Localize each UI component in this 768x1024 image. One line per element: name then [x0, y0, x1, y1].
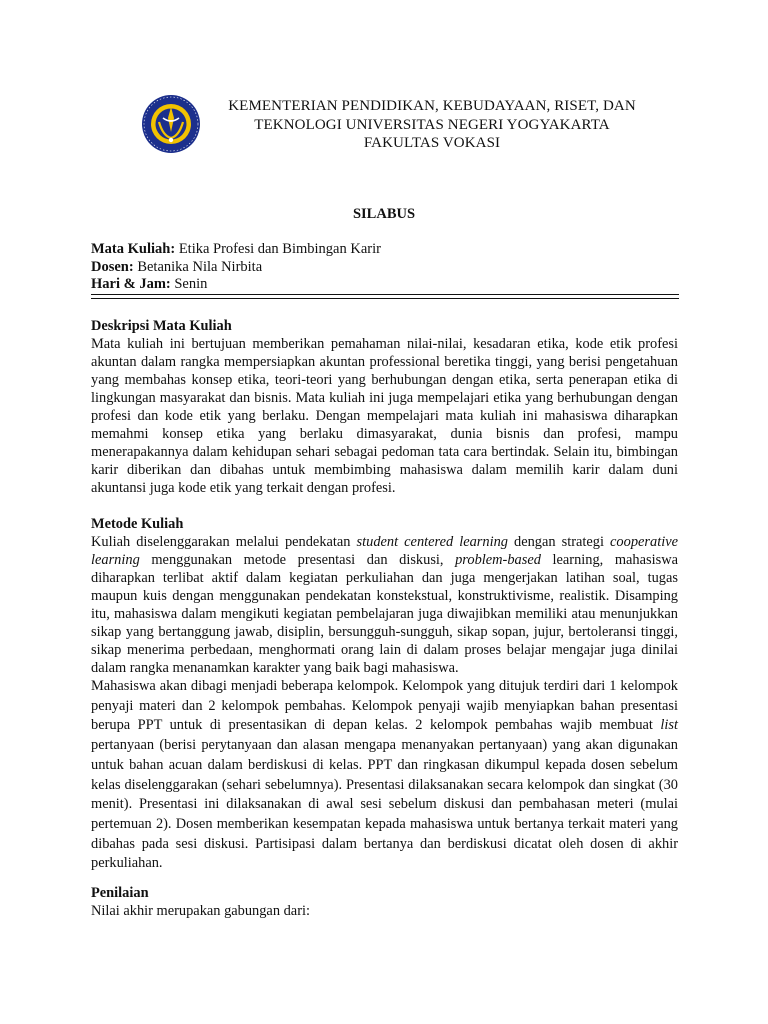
method-text: Kuliah diselenggarakan melalui pendekatan [91, 534, 357, 550]
method-text: dengan strategi [507, 534, 611, 550]
lecturer-label: Dosen: [91, 258, 134, 275]
method-term-scl: student centered learning [356, 534, 508, 550]
description-paragraph: Mata kuliah ini bertujuan memberikan pemahaman nilai-nilai, kesadaran etika, kode etik profesi akuntan dalam rangka mempersiapkan akuntan professional beretika tinggi, yang berisi pengetahuan yang membahas konsep etika, teori-teori yang berhubungan dengan etika, serta penerapan etika di lingkungan masyarakat dan bisnis. Mata kuliah ini juga mempelajari etika yang berhubungan dengan profesi dan kode etik yang berlaku. Dengan mempelajari mata kuliah ini mahasiswa diharapkan memahmi konsep etika yang berlaku dimasyarakat, dunia bisnis dan profesi, mampu menerapakannya dalam kehidupan sehari sebagai pedoman tata cara bertindak. Selain itu, bimbingan karir diberikan dan dibahas untuk membimbing mahasiswa dalam memilih karir dalam duni akuntansi juga kode etik yang terkait dengan profesi. [91, 336, 678, 496]
assessment-paragraph: Nilai akhir merupakan gabungan dari: [91, 903, 310, 920]
schedule-label: Hari & Jam: [91, 276, 171, 293]
course-value: Etika Profesi dan Bimbingan Karir [175, 241, 381, 257]
method-paragraph-2 [91, 677, 678, 874]
schedule-line [91, 276, 381, 294]
header-line-university: TEKNOLOGI UNIVERSITAS NEGERI YOGYAKARTA [254, 116, 610, 133]
method-heading: Metode Kuliah [91, 516, 184, 532]
lecturer-value: Betanika Nila Nirbita [133, 258, 263, 275]
lecturer-line [91, 259, 381, 277]
section-spacer [91, 497, 678, 515]
double-rule-top [91, 294, 679, 295]
method-text: pertanyaan (berisi perytanyaan dan alasan mengapa menanyakan pertanyaan) yang akan digunakan untuk bahan acuan dalam berdiskusi di kelas. PPT dan ringkasan dikumpul kepada dosen sebelum kelas diselenggarakan (sehari sebelumnya). Presentasi dilaksanakan secara kelompok dan singkat (30 menit). Presentasi ini dilaksanakan di awal sesi sebelum diskusi dan pembahasan meteri (mulai pertemuan 2). Dosen memberikan kesempatan kepada mahasiswa untuk bertanya terkait materi yang dibahas pada sesi diskusi. Partisipasi dalam bertanya dan berdiskusi dicatat oleh dosen di akhir perkuliahan. [91, 737, 678, 872]
method-term-list: list [660, 717, 678, 734]
method-term-cl: cooperative learning [91, 534, 678, 568]
course-line [91, 241, 381, 259]
header-line-faculty: FAKULTAS VOKASI [363, 135, 501, 151]
schedule-value: Senin [170, 276, 208, 293]
institution-header [212, 97, 652, 153]
description-heading: Deskripsi Mata Kuliah [91, 318, 232, 334]
method-paragraph-1 [91, 533, 678, 677]
method-text: Mahasiswa akan dibagi menjadi beberapa kelompok. Kelompok yang ditujuk terdiri dari 1 kelompok penyaji materi dan 2 kelompok pembahas. Kelompok penyaji wajib menyiapkan bahan presentasi berupa PPT untuk di presentasikan di depan kelas. 2 kelompok pembahas wajib membuat [91, 678, 678, 734]
course-label: Mata Kuliah: [91, 241, 176, 257]
method-text: learning, mahasiswa diharapkan terlibat aktif dalam kegiatan perkuliahan dan juga mengerjakan latihan soal, tugas maupun kuis dengan menggunakan pendekatan konstekstual, konstruktivisme, realistik. Disamping itu, mahasiswa dalam mengikuti kegiatan pembelajaran juga diwajibkan memiliki atau menunjukkan sikap yang bertanggung jawab, disiplin, bersungguh-sungguh, sikap sopan, jujur, bertoleransi tinggi, sikap menerima perbedaan, menghormati orang lain di dalam proses belajar mengajar juga dinilai dalam rangka menanamkan karakter yang baik bagi mahasiswa. [91, 552, 678, 676]
section-spacer [91, 874, 678, 884]
uny-seal-icon [141, 94, 201, 154]
assessment-heading: Penilaian [91, 885, 149, 902]
double-rule-bottom [91, 298, 679, 299]
method-text: menggunakan metode presentasi dan diskusi, [139, 552, 456, 568]
header-line-ministry: KEMENTERIAN PENDIDIKAN, KEBUDAYAAN, RISET, DAN [228, 98, 636, 114]
method-term-pbl: problem-based [455, 552, 541, 568]
course-meta [91, 241, 381, 294]
syllabus-body [91, 317, 678, 920]
page-title: SILABUS [352, 206, 416, 222]
